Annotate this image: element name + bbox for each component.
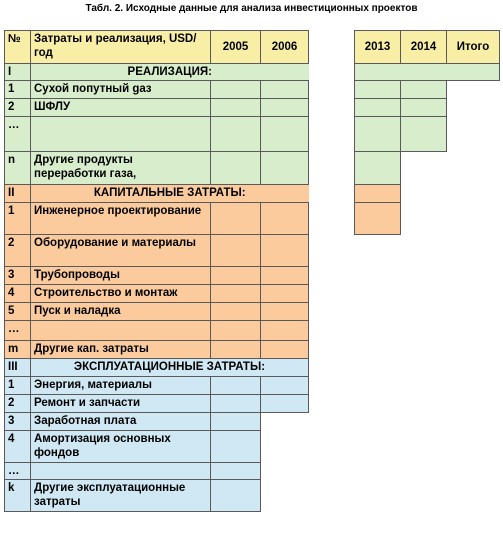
header-item: Затраты и реализация, USD/год bbox=[31, 31, 211, 64]
section-row-revenue bbox=[5, 64, 500, 81]
section-num: II bbox=[5, 185, 31, 203]
section-row-capex bbox=[5, 185, 500, 203]
row-num: 1 bbox=[5, 81, 31, 99]
row-label: Инженерное проектирование bbox=[31, 203, 211, 235]
table-row bbox=[5, 341, 500, 359]
table-row bbox=[5, 395, 500, 413]
row-label: Пуск и наладка bbox=[31, 303, 211, 321]
header-total: Итого bbox=[447, 31, 500, 64]
table-row bbox=[5, 267, 500, 285]
header-year-2014: 2014 bbox=[401, 31, 447, 64]
row-label bbox=[31, 463, 211, 480]
table-row bbox=[5, 431, 500, 463]
section-row-opex bbox=[5, 359, 500, 377]
row-label bbox=[31, 117, 211, 152]
row-label: Оборудование и материалы bbox=[31, 235, 211, 267]
header-num: № bbox=[5, 31, 31, 64]
row-label: Трубопроводы bbox=[31, 267, 211, 285]
row-label: Амортизация основных фондов bbox=[31, 431, 211, 463]
table-row bbox=[5, 463, 500, 480]
row-num: n bbox=[5, 152, 31, 185]
row-label bbox=[31, 321, 211, 341]
table-row bbox=[5, 285, 500, 303]
row-label: Другие продукты переработки газа, bbox=[31, 152, 211, 185]
header-year-2013: 2013 bbox=[355, 31, 401, 64]
row-num: 1 bbox=[5, 203, 31, 235]
table-caption: Табл. 2. Исходные данные для анализа инвестиционных проектов bbox=[85, 3, 418, 14]
table-row bbox=[5, 117, 500, 152]
row-num: 2 bbox=[5, 395, 31, 413]
table-row bbox=[5, 303, 500, 321]
row-num: 5 bbox=[5, 303, 31, 321]
section-num: III bbox=[5, 359, 31, 377]
row-label: Другие кап. затраты bbox=[31, 341, 211, 359]
section-num: I bbox=[5, 64, 31, 81]
investment-data-table bbox=[4, 30, 500, 512]
row-label: Другие эксплуатационные затраты bbox=[31, 480, 211, 512]
section-title: КАПИТАЛЬНЫЕ ЗАТРАТЫ: bbox=[31, 185, 309, 203]
row-num: 2 bbox=[5, 99, 31, 117]
table-row bbox=[5, 377, 500, 395]
row-label: Заработная плата bbox=[31, 413, 211, 431]
row-num: k bbox=[5, 480, 31, 512]
table-row bbox=[5, 203, 500, 235]
section-title: РЕАЛИЗАЦИЯ: bbox=[31, 64, 309, 81]
row-num: … bbox=[5, 463, 31, 480]
header-row bbox=[5, 31, 500, 64]
row-num: 4 bbox=[5, 431, 31, 463]
row-num: 4 bbox=[5, 285, 31, 303]
row-num: 3 bbox=[5, 413, 31, 431]
header-year-2005: 2005 bbox=[211, 31, 261, 64]
row-num: 2 bbox=[5, 235, 31, 267]
row-label: ШФЛУ bbox=[31, 99, 211, 117]
table-row bbox=[5, 81, 500, 99]
section-title: ЭКСПЛУАТАЦИОННЫЕ ЗАТРАТЫ: bbox=[31, 359, 309, 377]
row-label: Энергия, материалы bbox=[31, 377, 211, 395]
row-label: Сухой попутный gaз bbox=[31, 81, 211, 99]
row-label: Ремонт и запчасти bbox=[31, 395, 211, 413]
header-year-2006: 2006 bbox=[261, 31, 309, 64]
row-label: Строительство и монтаж bbox=[31, 285, 211, 303]
gap bbox=[309, 31, 355, 64]
table-row bbox=[5, 480, 500, 512]
table-row bbox=[5, 413, 500, 431]
table-row bbox=[5, 152, 500, 185]
row-num: m bbox=[5, 341, 31, 359]
row-num: … bbox=[5, 117, 31, 152]
row-num: … bbox=[5, 321, 31, 341]
row-num: 1 bbox=[5, 377, 31, 395]
row-num: 3 bbox=[5, 267, 31, 285]
table-row bbox=[5, 99, 500, 117]
table-row bbox=[5, 321, 500, 341]
table-row bbox=[5, 235, 500, 267]
